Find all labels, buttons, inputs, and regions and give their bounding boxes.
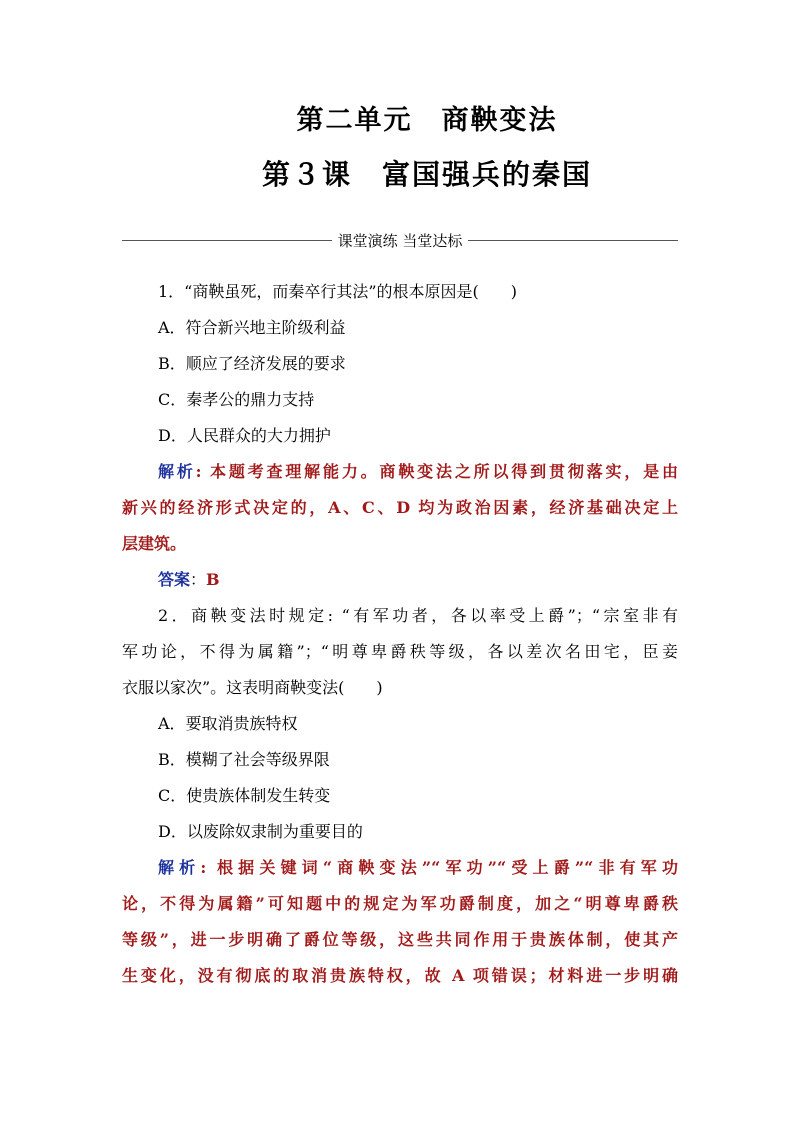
- answer-separator: ：: [190, 570, 207, 589]
- section-divider: [122, 230, 678, 250]
- analysis-label: 解析: [158, 858, 201, 877]
- answer-value: B: [206, 570, 220, 589]
- exercise-content: [122, 274, 678, 994]
- analysis-text: : 本题考查理解能力。商鞅变法之所以得到贯彻落实，是由: [195, 462, 678, 481]
- question-2-option-a: A．要取消贵族特权: [158, 714, 298, 733]
- answer-label: 答案: [158, 570, 191, 589]
- question-1-answer: [122, 562, 678, 598]
- question-1-analysis-line-1: [122, 454, 678, 490]
- divider-rule-right: [468, 240, 678, 241]
- question-2-option-c: C．使贵族体制发生转变: [158, 786, 331, 805]
- analysis-text: : 根据关键词“商鞅变法”“军功”“受上爵”“非有军功: [200, 858, 678, 877]
- analysis-label: 解析: [158, 462, 196, 481]
- lesson-title: 第３课 富国强兵的秦国: [261, 158, 592, 191]
- question-1-stem: 1．“商鞅虽死，而秦卒行其法”的根本原因是( ): [158, 282, 518, 301]
- question-2-stem-line-1: 2．商鞅变法时规定: “有军功者，各以率受上爵”；“宗室非有: [158, 606, 678, 625]
- question-1-option-d: D．人民群众的大力拥护: [158, 426, 331, 445]
- question-2-analysis-line-4: 生变化，没有彻底的取消贵族特权，故 A 项错误；材料进一步明确: [122, 966, 678, 985]
- question-1-analysis-line-3: 层建筑。: [122, 534, 187, 553]
- question-1-option-a: A．符合新兴地主阶级利益: [158, 318, 346, 337]
- question-1-analysis-line-2: 新兴的经济形式决定的，A、C、D 均为政治因素，经济基础决定上: [122, 498, 678, 517]
- question-2-analysis-line-1: [122, 850, 678, 886]
- divider-rule-left: [122, 240, 332, 241]
- question-2-stem-line-2: 军功论，不得为属籍”；“明尊卑爵秩等级，各以差次名田宅，臣妾: [122, 642, 678, 661]
- question-1-option-b: B．顺应了经济发展的要求: [158, 354, 346, 373]
- question-1-option-c: C．秦孝公的鼎力支持: [158, 390, 315, 409]
- unit-title: 第二单元 商鞅变法: [296, 105, 558, 136]
- question-2-analysis-line-2: 论，不得为属籍”可知题中的规定为军功爵制度，加之“明尊卑爵秩: [122, 894, 678, 913]
- question-2-analysis-line-3: 等级”，进一步明确了爵位等级，这些共同作用于贵族体制，使其产: [122, 930, 678, 949]
- question-2-option-b: B．模糊了社会等级界限: [158, 750, 330, 769]
- section-caption: 课堂演练 当堂达标: [337, 231, 463, 250]
- question-2-stem-line-3: 衣服以家次”。这表明商鞅变法( ): [122, 678, 383, 697]
- question-2-option-d: D．以废除奴隶制为重要目的: [158, 822, 363, 841]
